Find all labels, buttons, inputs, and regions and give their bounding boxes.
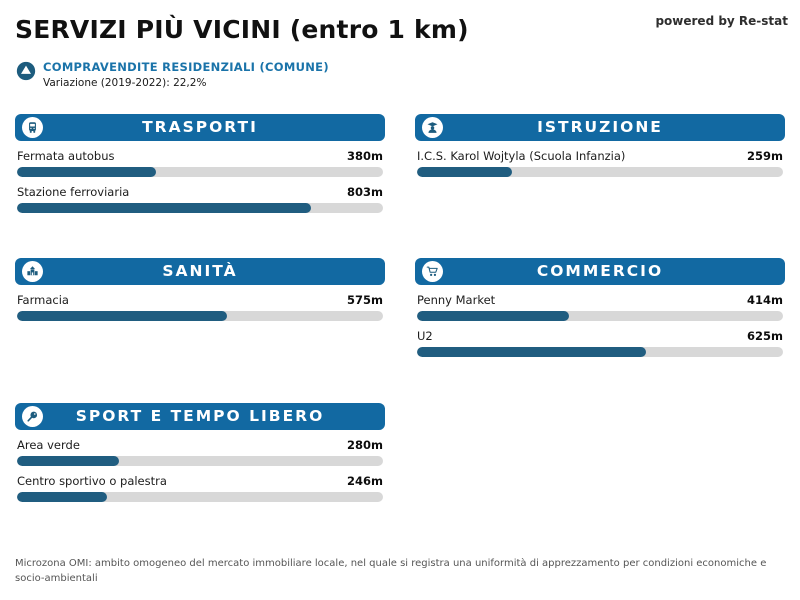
service-distance: 414m bbox=[747, 293, 783, 307]
distance-bar-fill bbox=[417, 347, 646, 357]
section-header-commercio bbox=[415, 258, 785, 285]
bus-icon bbox=[22, 117, 43, 138]
distance-bar-track bbox=[17, 311, 383, 321]
section-title: SPORT E TEMPO LIBERO bbox=[75, 407, 325, 425]
distance-bar-track bbox=[417, 311, 783, 321]
service-distance: 280m bbox=[347, 438, 383, 452]
distance-bar-track bbox=[17, 203, 383, 213]
section-istruzione bbox=[415, 114, 785, 177]
microzona-omi-note: Microzona OMI: ambito omogeneo del mercato immobiliare locale, nel quale si registra una uniformità di apprezzamento per condizioni economiche e socio-ambientali bbox=[15, 558, 767, 584]
service-item bbox=[15, 474, 385, 502]
racket-icon bbox=[22, 406, 43, 427]
distance-bar-fill bbox=[17, 167, 156, 177]
service-item bbox=[415, 293, 785, 321]
section-header-sport bbox=[15, 403, 385, 430]
section-sanita bbox=[15, 258, 385, 321]
service-item bbox=[415, 149, 785, 177]
compravendite-subheader bbox=[16, 60, 329, 89]
distance-bar-fill bbox=[417, 311, 569, 321]
section-sport-tempo-libero bbox=[15, 403, 385, 502]
section-title: SANITÀ bbox=[162, 262, 238, 280]
distance-bar-fill bbox=[17, 456, 119, 466]
service-item bbox=[15, 438, 385, 466]
hospital-icon bbox=[22, 261, 43, 282]
service-label: Centro sportivo o palestra bbox=[17, 474, 167, 488]
service-label: I.C.S. Karol Wojtyla (Scuola Infanzia) bbox=[417, 149, 626, 163]
service-label: Stazione ferroviaria bbox=[17, 185, 130, 199]
section-title: COMMERCIO bbox=[536, 262, 664, 280]
variazione-label: Variazione (2019-2022): 22,2% bbox=[43, 77, 207, 89]
distance-bar-fill bbox=[17, 203, 311, 213]
distance-bar-fill bbox=[17, 311, 227, 321]
distance-bar-track bbox=[17, 492, 383, 502]
service-distance: 575m bbox=[347, 293, 383, 307]
distance-bar-track bbox=[17, 456, 383, 466]
triangle-up-in-circle-icon bbox=[16, 61, 36, 81]
service-label: Fermata autobus bbox=[17, 149, 115, 163]
distance-bar-track bbox=[417, 347, 783, 357]
section-commercio bbox=[415, 258, 785, 357]
section-header-sanita bbox=[15, 258, 385, 285]
service-label: Area verde bbox=[17, 438, 80, 452]
graduate-icon bbox=[422, 117, 443, 138]
section-header-trasporti bbox=[15, 114, 385, 141]
section-header-istruzione bbox=[415, 114, 785, 141]
section-title: ISTRUZIONE bbox=[537, 118, 663, 136]
page-title: SERVIZI PIÙ VICINI (entro 1 km) bbox=[15, 15, 469, 44]
service-distance: 803m bbox=[347, 185, 383, 199]
distance-bar-fill bbox=[417, 167, 512, 177]
shopping-cart-icon bbox=[422, 261, 443, 282]
distance-bar-fill bbox=[17, 492, 107, 502]
section-trasporti bbox=[15, 114, 385, 213]
service-label: Penny Market bbox=[417, 293, 496, 307]
service-distance: 380m bbox=[347, 149, 383, 163]
service-item bbox=[15, 293, 385, 321]
service-label: U2 bbox=[417, 329, 433, 343]
service-item bbox=[15, 185, 385, 213]
service-item bbox=[415, 329, 785, 357]
distance-bar-track bbox=[417, 167, 783, 177]
powered-by-label: powered by Re-stat bbox=[655, 14, 788, 28]
distance-bar-track bbox=[17, 167, 383, 177]
service-label: Farmacia bbox=[17, 293, 69, 307]
service-distance: 259m bbox=[747, 149, 783, 163]
section-title: TRASPORTI bbox=[142, 118, 258, 136]
compravendite-title: COMPRAVENDITE RESIDENZIALI (COMUNE) bbox=[43, 60, 329, 74]
service-item bbox=[15, 149, 385, 177]
service-distance: 246m bbox=[347, 474, 383, 488]
service-distance: 625m bbox=[747, 329, 783, 343]
